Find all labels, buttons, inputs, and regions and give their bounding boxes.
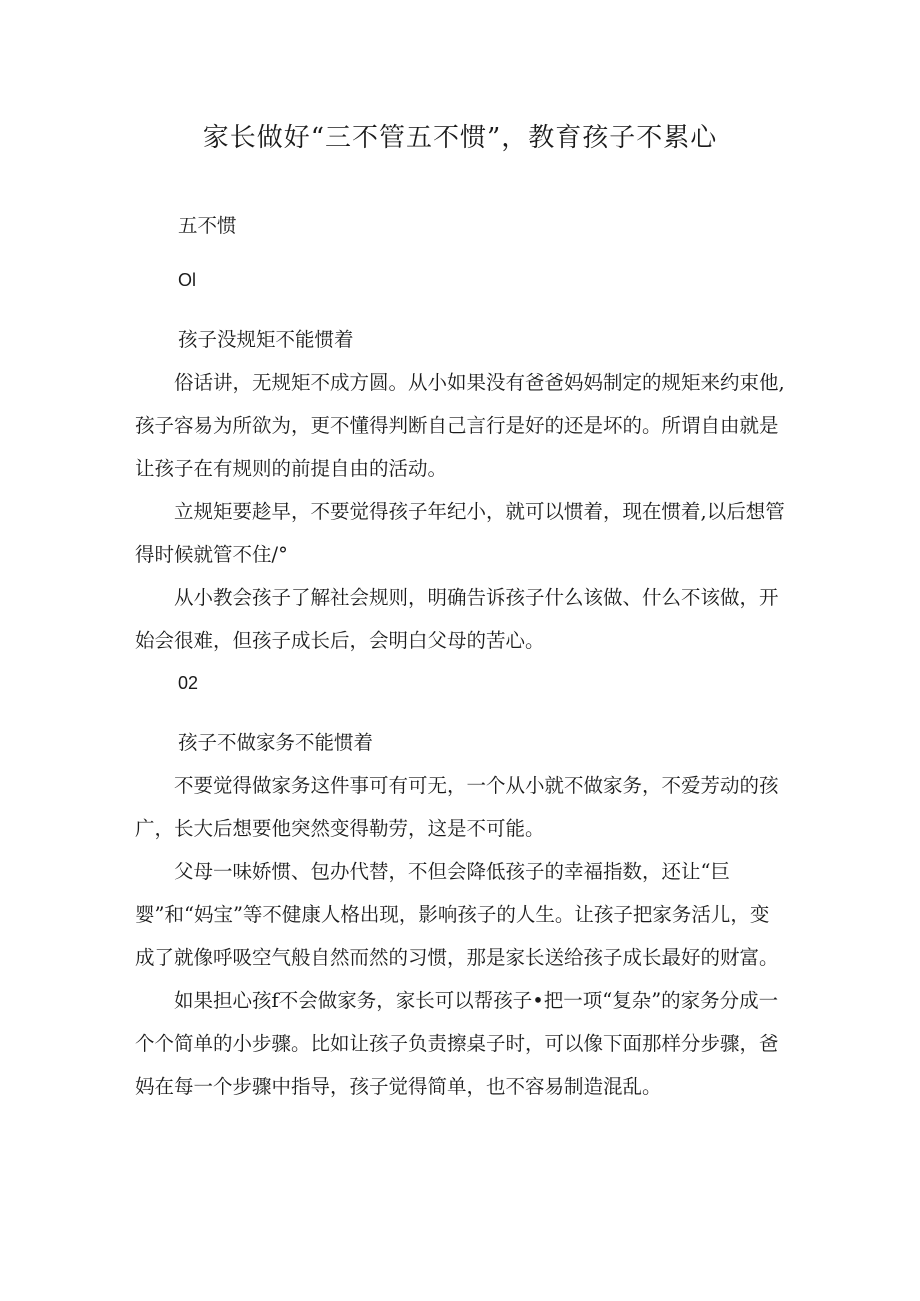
paragraph: 从小教会孩子了解社会规则，明确告诉孩子什么该做、什么不该做，开始会很难，但孩子成长后，会明白父母的苦心。 [135, 586, 779, 652]
item-heading: 孩子不做家务不能惯着 [178, 731, 374, 754]
section-heading: 五不惯 [178, 214, 237, 237]
item-number: Ol [178, 270, 196, 290]
paragraph: 如果担心孩f不会做家务，家长可以帮孩子•把一项“复杂”的家务分成一个个简单的小步骤。比如让孩子负责擦桌子时，可以像下面那样分步骤，爸妈在每一个步骤中指导，孩子觉得简单，也不容易制造混乱。 [135, 989, 779, 1098]
item-heading: 孩子没规矩不能惯着 [178, 328, 354, 351]
paragraph: 不要觉得做家务这件事可有可无，一个从小就不做家务，不爱芳动的孩广，长大后想要他突然变得勒劳，这是不可能。 [135, 774, 779, 840]
document-body [135, 204, 787, 1108]
item-number: 02 [178, 673, 199, 693]
paragraph: 立规矩要趁早，不要觉得孩子年纪小，就可以惯着，现在惯着,以后想管得时候就管不住/° [135, 500, 785, 566]
paragraph: 俗话讲，无规矩不成方圆。从小如果没有爸爸妈妈制定的规矩来约束他,孩子容易为所欲为，更不懂得判断自己言行是好的还是坏的。所谓自由就是让孩子在有规则的前提自由的活动。 [135, 371, 785, 480]
page-title: 家长做好“三不管五不惯”，教育孩子不累心 [202, 123, 718, 153]
paragraph: 父母一味娇惯、包办代替，不但会降低孩子的幸福指数，还让“巨婴”和“妈宝”等不健康人格出现，影响孩子的人生。让孩子把家务活儿，变成了就像呼吸空气般自然而然的习惯，那是家长送给孩子成长最好的财富。 [135, 860, 779, 969]
